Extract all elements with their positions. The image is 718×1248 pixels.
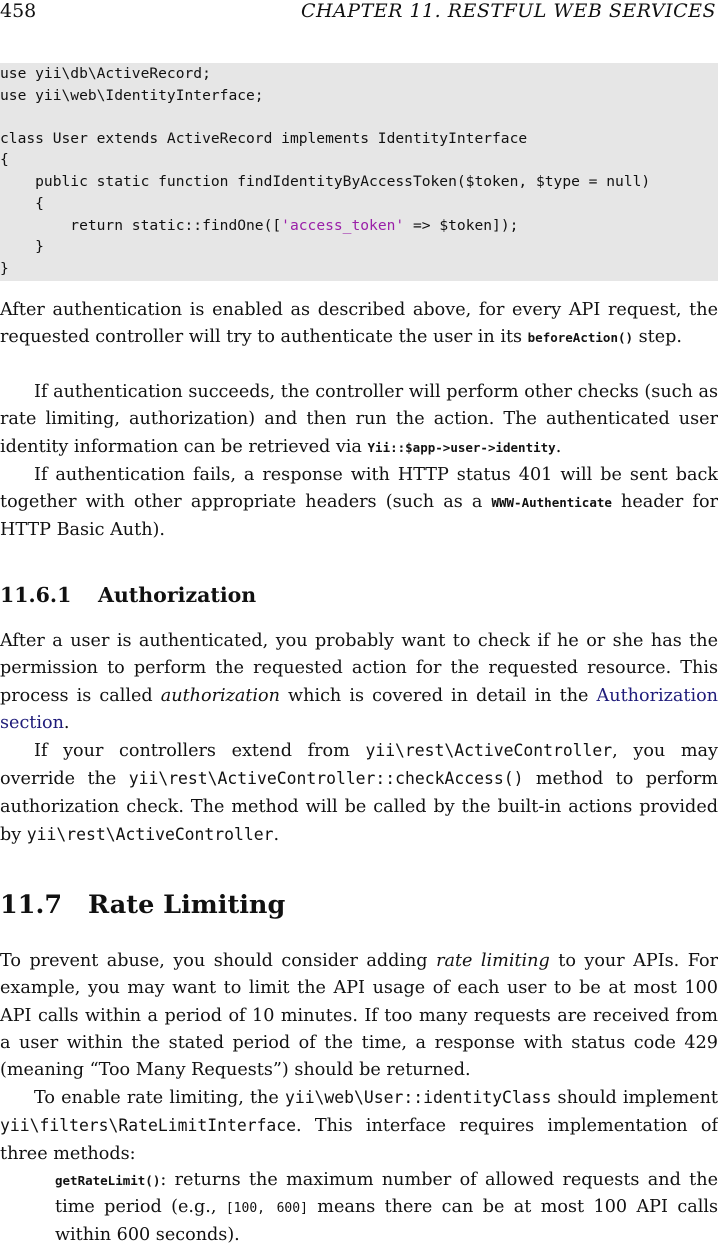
inline-code: yii\rest\ActiveController [365, 741, 613, 760]
text: to your APIs. For example, you may want to limit the API usage of each user to be at most 100 API calls within a period of 10 minutes. If too many requests are received from a user within the stated period of the time, a response with status code 429 (meaning “Too Many Requests”) should be returned. [0, 951, 718, 1081]
code-line: { [0, 195, 44, 212]
paragraph [0, 379, 718, 461]
inline-code: getRateLimit() [55, 1173, 161, 1188]
authorization-section-link[interactable]: Authorization section [0, 685, 718, 733]
inline-code: yii\rest\ActiveController [26, 824, 274, 844]
section-heading [0, 890, 285, 920]
page-header [0, 0, 718, 24]
code-text: return static::findOne([ [0, 217, 282, 234]
text: should implement [551, 1088, 718, 1108]
running-head: CHAPTER 11. RESTFUL WEB SERVICES [300, 0, 716, 22]
text: step. [633, 327, 682, 348]
paragraph [0, 297, 718, 352]
code-line: public static function findIdentityByAccessToken($token, $type = null) [0, 173, 651, 190]
subsection-title: Authorization [98, 583, 257, 607]
paragraph [0, 462, 718, 544]
text: . [63, 712, 70, 733]
emphasis: rate limiting [436, 951, 550, 971]
paragraph [0, 737, 718, 849]
code-line: } [0, 260, 9, 277]
code-string: 'access_token' [281, 217, 405, 234]
code-line: use yii\web\IdentityInterface; [0, 87, 264, 104]
code-line: class User extends ActiveRecord implements IdentityInterface [0, 130, 528, 147]
text: : returns the maximum number of allowed requests and the time period (e.g., [55, 1170, 718, 1217]
text: After authentication is enabled as described above, for every API request, the requested controller will try to authenticate the user in its [0, 300, 718, 348]
text: If your controllers extend from [34, 741, 366, 761]
code-block [0, 63, 718, 281]
text: . [273, 824, 280, 845]
code-line: } [0, 238, 44, 255]
list-item [55, 1167, 718, 1248]
text: , you may override the [0, 741, 718, 790]
code-line: { [0, 151, 9, 168]
inline-code: yii\filters\RateLimitInterface [0, 1116, 297, 1136]
text: header for HTTP Basic Auth). [0, 492, 718, 540]
text: . [555, 436, 562, 457]
paragraph [0, 948, 718, 1084]
inline-code: yii\rest\ActiveController::checkAccess() [128, 769, 524, 789]
text: method to perform authorization check. The method will be called by the built-in actions provided by [0, 769, 718, 845]
emphasis: authorization [160, 685, 280, 706]
code-line: use yii\db\ActiveRecord; [0, 65, 211, 82]
text: means there can be at most 100 API calls within 600 seconds). [55, 1197, 718, 1245]
text: To prevent abuse, you should consider adding [0, 951, 437, 971]
subsection-heading [0, 583, 256, 607]
inline-code: WWW-Authenticate [491, 495, 612, 511]
text: . This interface requires implementation of three methods: [0, 1116, 718, 1164]
inline-code: yii\web\User::identityClass [284, 1088, 552, 1107]
text: After a user is authenticated, you probably want to check if he or she has the permission to perform the requested action for the requested resource. This process is called [0, 631, 718, 706]
subsection-number: 11.6.1 [0, 583, 72, 607]
text: If authentication fails, a response with HTTP status 401 will be sent back together with other appropriate headers (such as a [0, 465, 718, 513]
section-title: Rate Limiting [88, 890, 286, 920]
inline-code: [100, 600] [225, 1201, 308, 1216]
page-number: 458 [0, 0, 37, 22]
text: To enable rate limiting, the [34, 1088, 285, 1108]
inline-code: beforeAction() [527, 330, 634, 346]
paragraph [0, 1084, 718, 1168]
text: which is covered in detail in the [279, 685, 597, 706]
section-number: 11.7 [0, 890, 63, 920]
code-text: => $token]); [404, 217, 519, 234]
paragraph [0, 628, 718, 737]
inline-code: Yii::$app->user->identity [367, 439, 556, 455]
code-line [0, 216, 518, 236]
text: If authentication succeeds, the controller will perform other checks (such as rate limiting, authorization) and then run the action. The authenticated user identity information can be retrieved via [0, 382, 718, 457]
